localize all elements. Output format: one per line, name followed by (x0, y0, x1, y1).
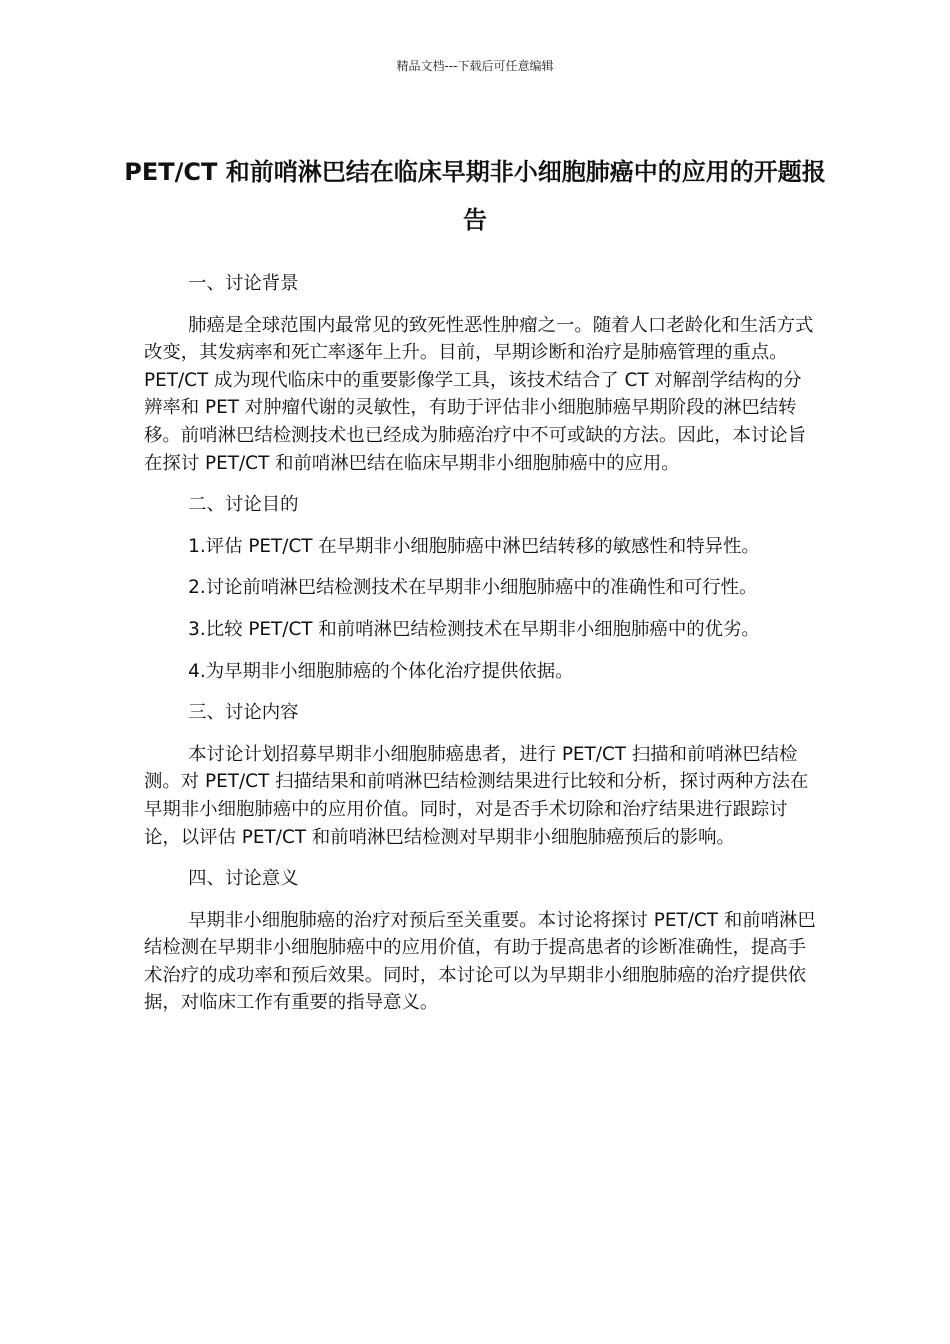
section-paragraph: 1.评估 PET/CT 在早期非小细胞肺癌中淋巴结转移的敏感性和特异性。 (188, 535, 760, 557)
section-heading: 一、讨论背景 (188, 273, 299, 294)
section-paragraph: 3.比较 PET/CT 和前哨淋巴结检测技术在早期非小细胞肺癌中的优劣。 (188, 618, 760, 640)
section-heading: 三、讨论内容 (188, 702, 299, 724)
section-heading: 四、讨论意义 (188, 868, 299, 890)
section-paragraph: 本讨论计划招募早期非小细胞肺癌患者，进行 PET/CT 扫描和前哨淋巴结检测。对 PET/CT 扫描结果和前哨淋巴结检测结果进行比较和分析，探讨两种方法在早期非小细胞肺癌中的应用价值。同时，对是否手术切除和治疗结果进行跟踪讨论，以评估 PET/CT 和前哨淋巴结检测对早期非小细胞肺癌预后的影响。 (144, 743, 809, 848)
header-note: 精品文档---下载后可任意编辑 (396, 59, 554, 73)
section-paragraph: 2.讨论前哨淋巴结检测技术在早期非小细胞肺癌中的准确性和可行性。 (188, 577, 758, 599)
section-heading: 二、讨论目的 (188, 494, 299, 516)
section-paragraph: 4.为早期非小细胞肺癌的个体化治疗提供依据。 (188, 660, 574, 682)
document-body (144, 270, 819, 1031)
section-paragraph: 肺癌是全球范围内最常见的致死性恶性肿瘤之一。随着人口老龄化和生活方式改变，其发病率和死亡率逐年上升。目前，早期诊断和治疗是肺癌管理的重点。PET/CT 成为现代临床中的重要影像学工具，该技术结合了 CT 对解剖学结构的分辨率和 PET 对肿瘤代谢的灵敏性，有助于评估非小细胞肺癌早期阶段的淋巴结转移。前哨淋巴结检测技术也已经成为肺癌治疗中不可或缺的方法。因此，本讨论旨在探讨 PET/CT 和前哨淋巴结在临床早期非小细胞肺癌中的应用。 (144, 314, 814, 474)
page-title: PET/CT 和前哨淋巴结在临床早期非小细胞肺癌中的应用的开题报告 (124, 158, 826, 235)
section-paragraph: 早期非小细胞肺癌的治疗对预后至关重要。本讨论将探讨 PET/CT 和前哨淋巴结检测在早期非小细胞肺癌中的应用价值，有助于提高患者的诊断准确性，提高手术治疗的成功率和预后效果。同时，本讨论可以为早期非小细胞肺癌的治疗提供依据，对临床工作有重要的指导意义。 (144, 909, 816, 1014)
